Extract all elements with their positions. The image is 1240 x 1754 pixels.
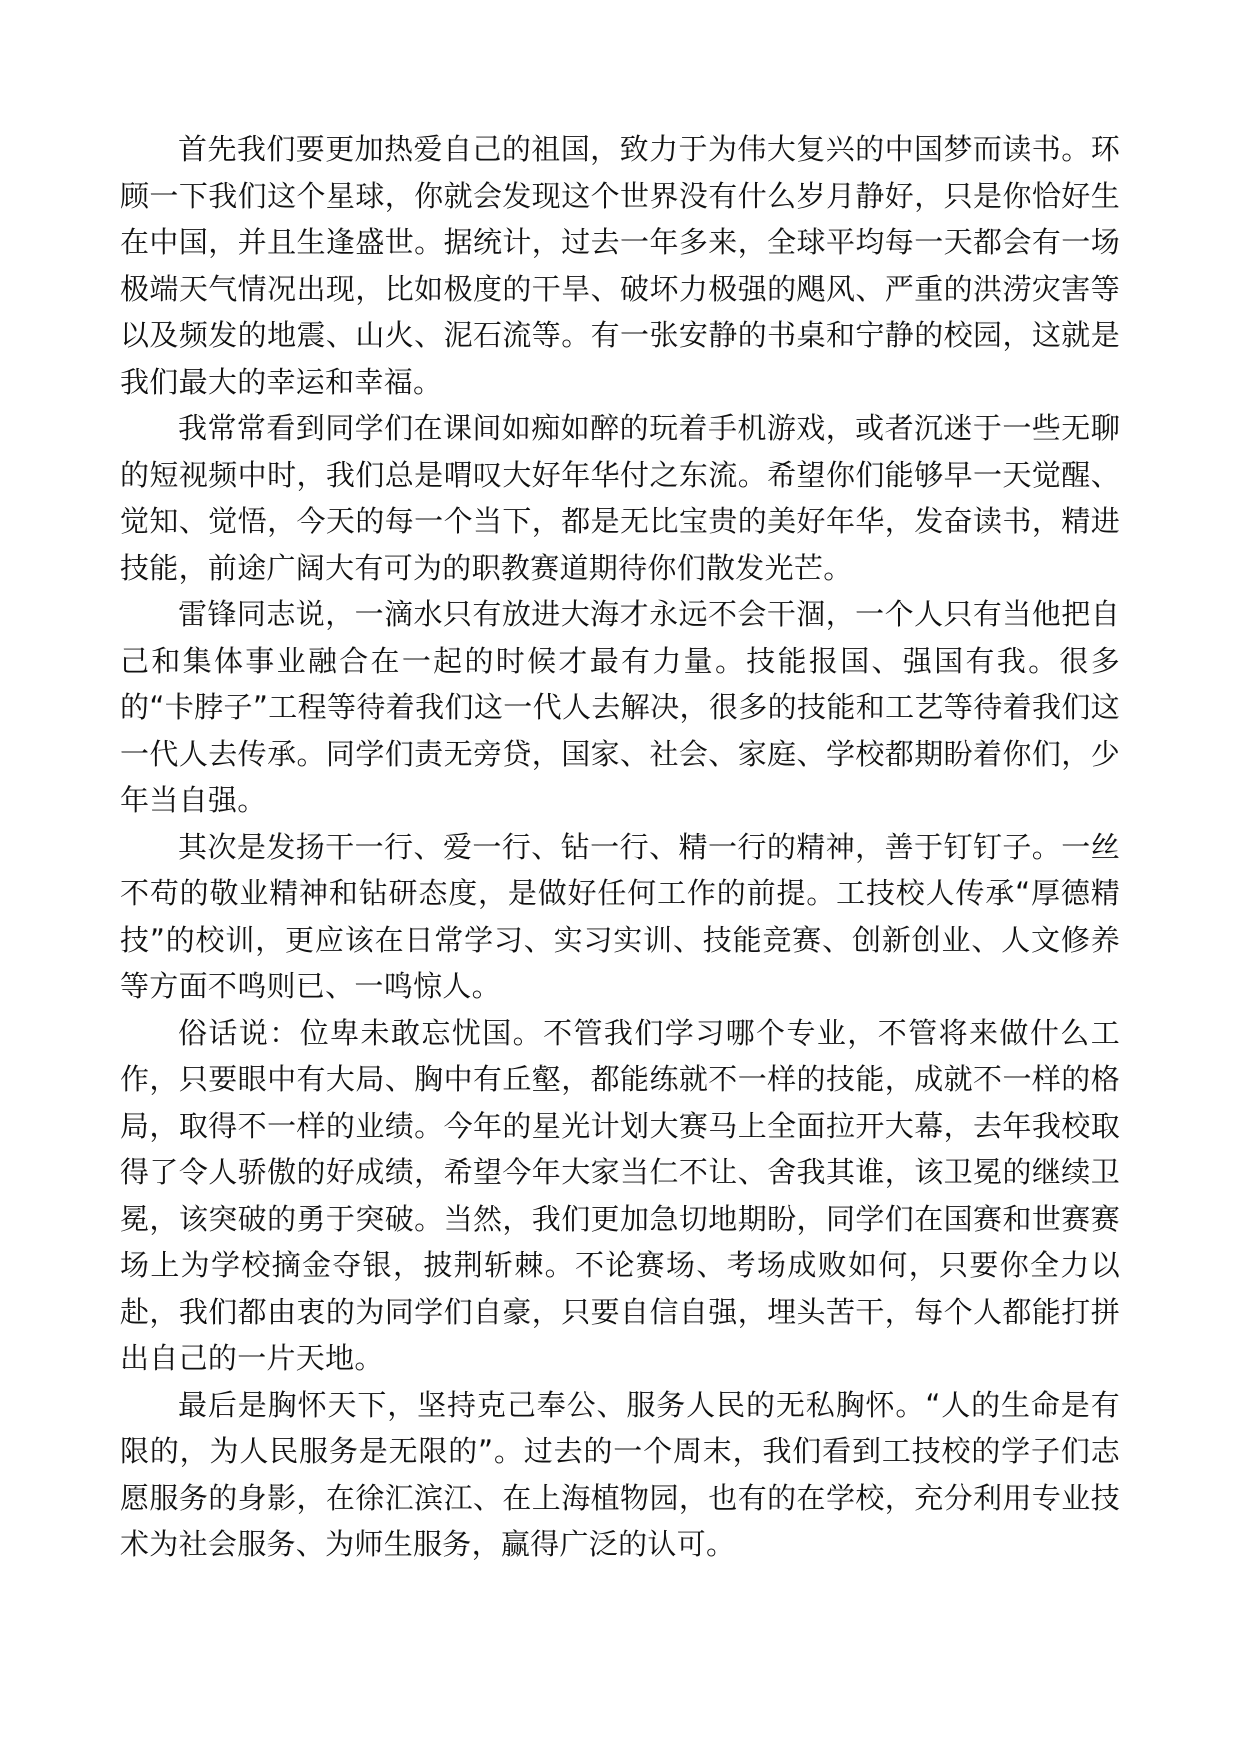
document-body bbox=[120, 126, 1120, 1568]
paragraph-1: 首先我们要更加热爱自己的祖国，致力于为伟大复兴的中国梦而读书。环顾一下我们这个星球，你就会发现这个世界没有什么岁月静好，只是你恰好生在中国，并且生逢盛世。据统计，过去一年多来，全球平均每一天都会有一场极端天气情况出现，比如极度的干旱、破坏力极强的飓风、严重的洪涝灾害等以及频发的地震、山火、泥石流等。有一张安静的书桌和宁静的校园，这就是我们最大的幸运和幸福。 bbox=[120, 132, 1120, 399]
paragraph-2: 我常常看到同学们在课间如痴如醉的玩着手机游戏，或者沉迷于一些无聊的短视频中时，我们总是喟叹大好年华付之东流。希望你们能够早一天觉醒、觉知、觉悟，今天的每一个当下，都是无比宝贵的美好年华，发奋读书，精进技能，前途广阔大有可为的职教赛道期待你们散发光芒。 bbox=[120, 411, 1120, 585]
paragraph-4: 其次是发扬干一行、爱一行、钻一行、精一行的精神，善于钉钉子。一丝不苟的敬业精神和钻研态度，是做好任何工作的前提。工技校人传承“厚德精技”的校训，更应该在日常学习、实习实训、技能竞赛、创新创业、人文修养等方面不鸣则已、一鸣惊人。 bbox=[120, 829, 1120, 1003]
paragraph-5: 俗话说：位卑未敢忘忧国。不管我们学习哪个专业，不管将来做什么工作，只要眼中有大局、胸中有丘壑，都能练就不一样的技能，成就不一样的格局，取得不一样的业绩。今年的星光计划大赛马上全面拉开大幕，去年我校取得了令人骄傲的好成绩，希望今年大家当仁不让、舍我其谁，该卫冕的继续卫冕，该突破的勇于突破。当然，我们更加急切地期盼，同学们在国赛和世赛赛场上为学校摘金夺银，披荆斩棘。不论赛场、考场成败如何，只要你全力以赴，我们都由衷的为同学们自豪，只要自信自强，埋头苦干，每个人都能打拼出自己的一片天地。 bbox=[120, 1015, 1120, 1375]
paragraph-6: 最后是胸怀天下，坚持克己奉公、服务人民的无私胸怀。“人的生命是有限的，为人民服务是无限的”。过去的一个周末，我们看到工技校的学子们志愿服务的身影，在徐汇滨江、在上海植物园，也有的在学校，充分利用专业技术为社会服务、为师生服务，赢得广泛的认可。 bbox=[120, 1387, 1120, 1561]
paragraph-3: 雷锋同志说，一滴水只有放进大海才永远不会干涸，一个人只有当他把自己和集体事业融合在一起的时候才最有力量。技能报国、强国有我。很多的“卡脖子”工程等待着我们这一代人去解决，很多的技能和工艺等待着我们这一代人去传承。同学们责无旁贷，国家、社会、家庭、学校都期盼着你们，少年当自强。 bbox=[120, 597, 1120, 817]
